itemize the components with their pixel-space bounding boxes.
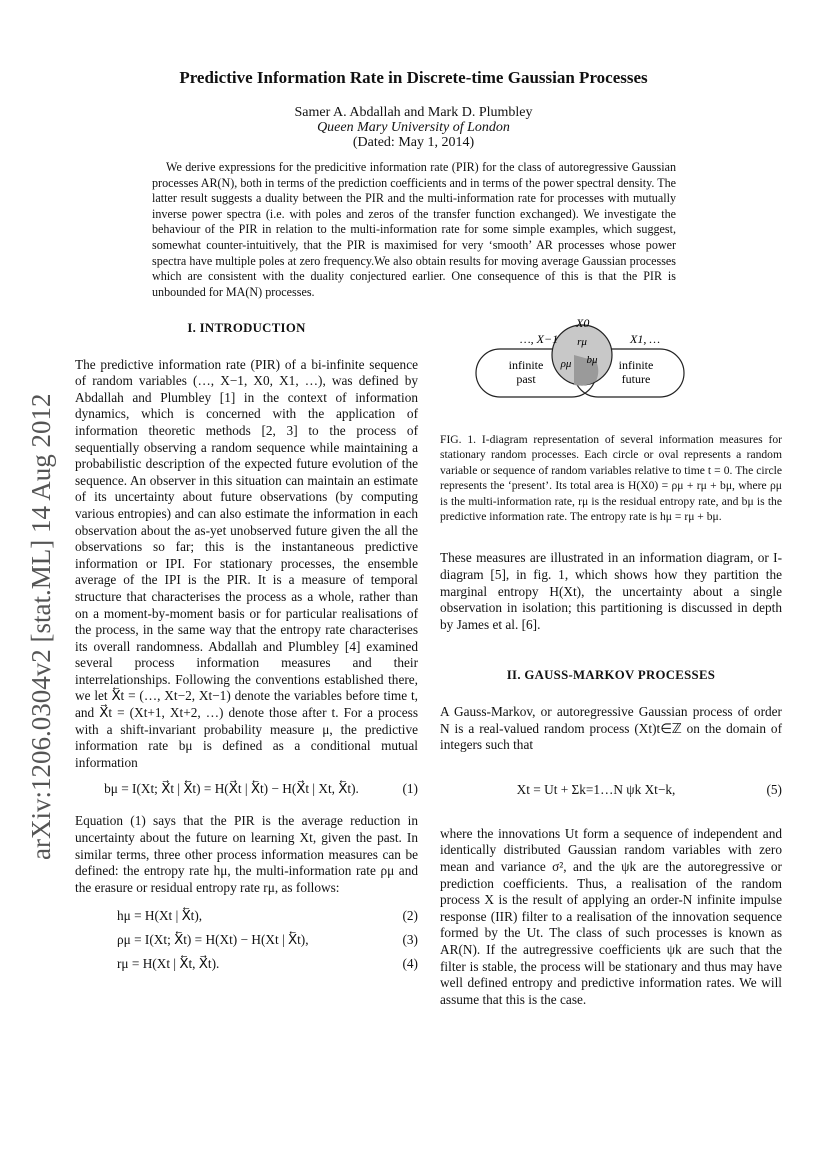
abstract: We derive expressions for the predicitive information rate (PIR) for the class of autoregressive Gaussian processes AR(N), both in terms of the prediction coefficients and in terms of the power spectral density. The latter result suggests a duality between the PIR and the multi-information rate for processes with mutually inverse power spectra (i.e. with poles and zeros of the transfer function exchanged). We investigate the behaviour of the PIR in relation to the multi-information rate for some simple examples, which suggest, somewhat counter-intuitively, that the PIR is maximised for very ‘smooth’ AR processes whose power spectra have multiple poles at zero frequency.We also obtain results for moving average Gaussian processes which are consistent with the duality conjectured earlier. One consequence of this is that the PIR is unbounded for MA(N) processes. [152, 160, 676, 299]
equation-5-expression: Xt = Ut + Σk=1…N ψk Xt−k, [516, 781, 676, 797]
arxiv-identifier-text: arXiv:1206.0304v2 [stat.ML] 14 Aug 2012 [26, 393, 56, 860]
equation-1-number: (1) [402, 781, 418, 797]
label-future: X1, … [630, 332, 660, 346]
paper-title: Predictive Information Rate in Discrete-time Gaussian Processes [179, 68, 648, 87]
i-diagram [470, 317, 690, 403]
figure-caption: FIG. 1. I-diagram representation of several information measures for stationary random processes. Each circle or oval represents a random variable or sequence of random variables relative to time t = 0. The circle represents the ‘present’. Its total area is H(X0) = ρμ + rμ + bμ, where ρμ is the multi-information rate, rμ is the residual entropy rate, and bμ is the predictive information rate. The entropy rate is hμ = rμ + bμ. [440, 433, 782, 524]
equation-3-expression: ρμ = I(Xt; X⃖t) = H(Xt) − H(Xt | X⃖t), [117, 932, 309, 948]
section-heading-introduction: I. INTRODUCTION [187, 321, 306, 335]
equation-3-number: (3) [402, 932, 418, 948]
equation-2-number: (2) [402, 908, 418, 924]
equation-3 [75, 932, 418, 956]
equation-1 [75, 781, 418, 803]
intro-paragraph-1: The predictive information rate (PIR) of a bi-infinite sequence of random variables (…, X−1, X0, X1, …), was defined by Abdallah and Plumbley [1] in the context of information dynamics, which is concerned with the application of information theoretic methods [2, 3] to the process of sequentially observing a random sequence while maintaining a probabilistic description of the expected future evolution of the sequence. An observer in this situation can maintain an estimate of its uncertainty about future observations (by computing various entropies) and can also estimate the information in each observation about the as-yet unobserved future given the all the observations so far; this is the instantaneous predictive information or IPI. For stationary processes, the ensemble average of the IPI is the PIR. It is a measure of temporal structure that characterises the process as a whole, rather than on a moment-by-moment basis or for particular realisations of the process, in the same way that the entropy rate characterises its overall randomness. Abdallah and Plumbley [4] examined several process information measures and their interrelationships. Following the conventions established there, we let X⃖t = (…, Xt−2, Xt−1) denote the variables before time t, and X⃗t = (Xt+1, Xt+2, …) denote those after t. For a process with a shift-invariant probability measure μ, the predictive information rate bμ is defined as a conditional mutual information [75, 356, 418, 770]
arxiv-identifier [26, 340, 60, 860]
label-b: bμ [586, 354, 598, 366]
label-present: X0 [576, 317, 590, 330]
past-text-2: past [516, 372, 536, 386]
equation-4-number: (4) [402, 956, 418, 972]
intro-paragraph-2: Equation (1) says that the PIR is the average reduction in uncertainty about the future on learning Xt, given the past. In similar terms, three other process information measures can be defined: the entropy rate hμ, the multi-information rate ρμ and the erasure or residual entropy rate rμ, as follows: [75, 813, 418, 895]
label-rho: ρμ [560, 358, 572, 370]
section-heading-gauss-markov: II. GAUSS-MARKOV PROCESSES [506, 668, 716, 683]
equation-4-expression: rμ = H(Xt | X⃖t, X⃗t). [117, 956, 220, 972]
left-column [75, 320, 418, 992]
author-block [60, 105, 767, 150]
equation-5 [440, 768, 782, 818]
affiliation: Queen Mary University of London [317, 120, 510, 135]
future-text-1: infinite [618, 358, 654, 372]
future-text-2: future [621, 372, 651, 386]
past-text-1: infinite [508, 358, 544, 372]
equation-5-number: (5) [766, 781, 782, 797]
label-past: …, X−1 [520, 332, 559, 346]
equation-4 [75, 956, 418, 980]
authors: Samer A. Abdallah and Mark D. Plumbley [294, 105, 533, 120]
right-column [440, 432, 782, 1008]
equation-list [75, 908, 418, 980]
equation-2 [75, 908, 418, 932]
date: (Dated: May 1, 2014) [352, 135, 475, 150]
equation-1-expression: bμ = I(Xt; X⃗t | X⃖t) = H(X⃗t | X⃖t) − H(X⃗t | Xt, X⃖t). [104, 781, 359, 797]
right-paragraph-1: These measures are illustrated in an information diagram, or I-diagram [5], in fig. 1, which shows how they partition the marginal entropy H(Xt), the uncertainty about a single observation in isolation; this partitioning is discussed in depth by James et al. [6]. [440, 550, 782, 632]
equation-2-expression: hμ = H(Xt | X⃖t), [117, 908, 203, 924]
gauss-paragraph-2: where the innovations Ut form a sequence of independent and identically distributed Gaussian random variables with zero mean and variance σ², and the ψk are the autoregressive or prediction coefficients. Thus, a realisation of the random process X is the result of applying an order-N infinite impulse response (IIR) filter to a realisation of the innovation sequence formed by the Ut. The class of such processes is known as AR(N). If the autregressive coefficients ψk are such that the filter is stable, the process will be stationary and thus may have well defined entropy and predictive information rates. We will assume that this is the case. [440, 825, 782, 1007]
label-r: rμ [577, 336, 587, 348]
gauss-paragraph-1: A Gauss-Markov, or autoregressive Gaussian process of order N is a real-valued random process (Xt)t∈ℤ on the domain of integers such that [440, 704, 782, 753]
